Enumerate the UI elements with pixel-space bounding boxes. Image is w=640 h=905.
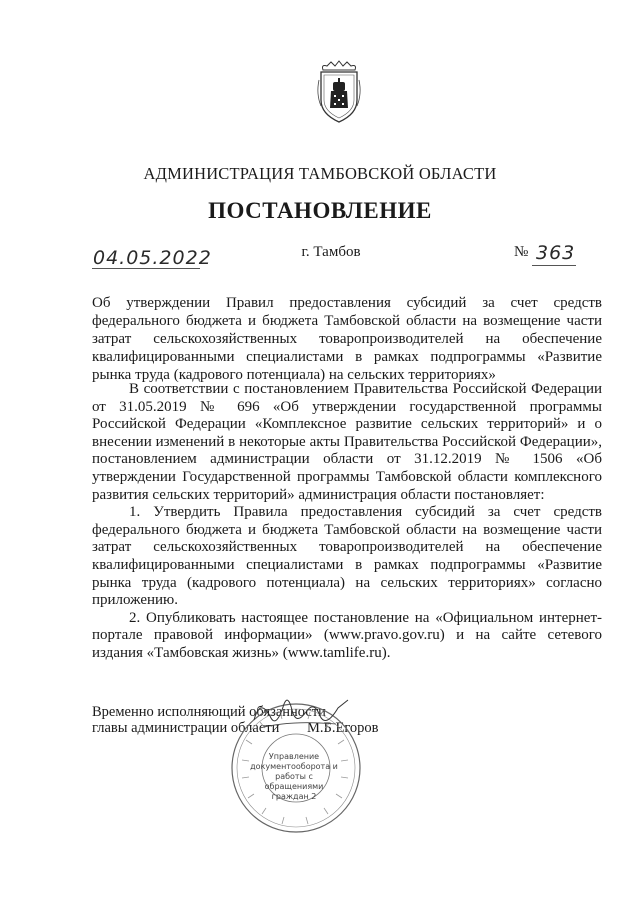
document-date: 04.05.2022	[93, 247, 212, 269]
document-city: г. Тамбов	[301, 244, 361, 260]
coat-of-arms-icon	[315, 60, 363, 124]
document-type: ПОСТАНОВЛЕНИЕ	[208, 198, 432, 223]
handwritten-signature-icon	[240, 690, 360, 740]
number-underline	[532, 265, 576, 266]
signer-name: М.Б.Егоров	[307, 720, 379, 736]
item-1-paragraph: 1. Утвердить Правила предоставления субсидий за счет средств федерального бюджета и бюджета Тамбовской области на возмещение части затрат сельскохозяйственных товаропроизводителей на обеспечение квалифицированными специалистами в рамках подпрограммы «Развитие рынка труда (кадрового потенциала) на сельских территориях» согласно приложению.	[92, 504, 602, 609]
number-label: №	[514, 244, 529, 260]
preamble-paragraph: В соответствии с постановлением Правительства Российской Федерации от 31.05.2019 № 696 «Об утверждении государственной программы Российской Федерации «Комплексное развитие сельских территорий» и о внесении изменений в некоторые акты Правительства Российской Федерации», постановлением администрации области от 31.12.2019 № 1506 «Об утверждении Государственной программы Тамбовской области комплексного развития сельских территорий» администрация области постановляет:	[92, 381, 602, 503]
document-number: 363	[536, 242, 576, 264]
position-line-1: Временно исполняющий обязанности	[92, 704, 326, 720]
position-line-2: главы администрации области	[92, 720, 280, 736]
document-title: Об утверждении Правил предоставления субсидий за счет средств федерального бюджета и бюджета Тамбовской области на возмещение части затрат сельскохозяйственных товаропроизводителей на обеспечение квалифицированными специалистами в рамках подпрограммы «Развитие рынка труда (кадрового потенциала) на сельских территориях»	[92, 295, 602, 383]
organization-name: АДМИНИСТРАЦИЯ ТАМБОВСКОЙ ОБЛАСТИ	[143, 164, 497, 183]
item-2-paragraph: 2. Опубликовать настоящее постановление на «Официальном интернет-портале правовой информации» (www.pravo.gov.ru) и на сайте сетевого издания «Тамбовская жизнь» (www.tamlife.ru).	[92, 609, 602, 661]
stamp-text: Управление документооборота и работы с обращениями граждан 2	[250, 752, 338, 801]
date-underline	[92, 268, 200, 269]
document-body	[92, 381, 602, 663]
